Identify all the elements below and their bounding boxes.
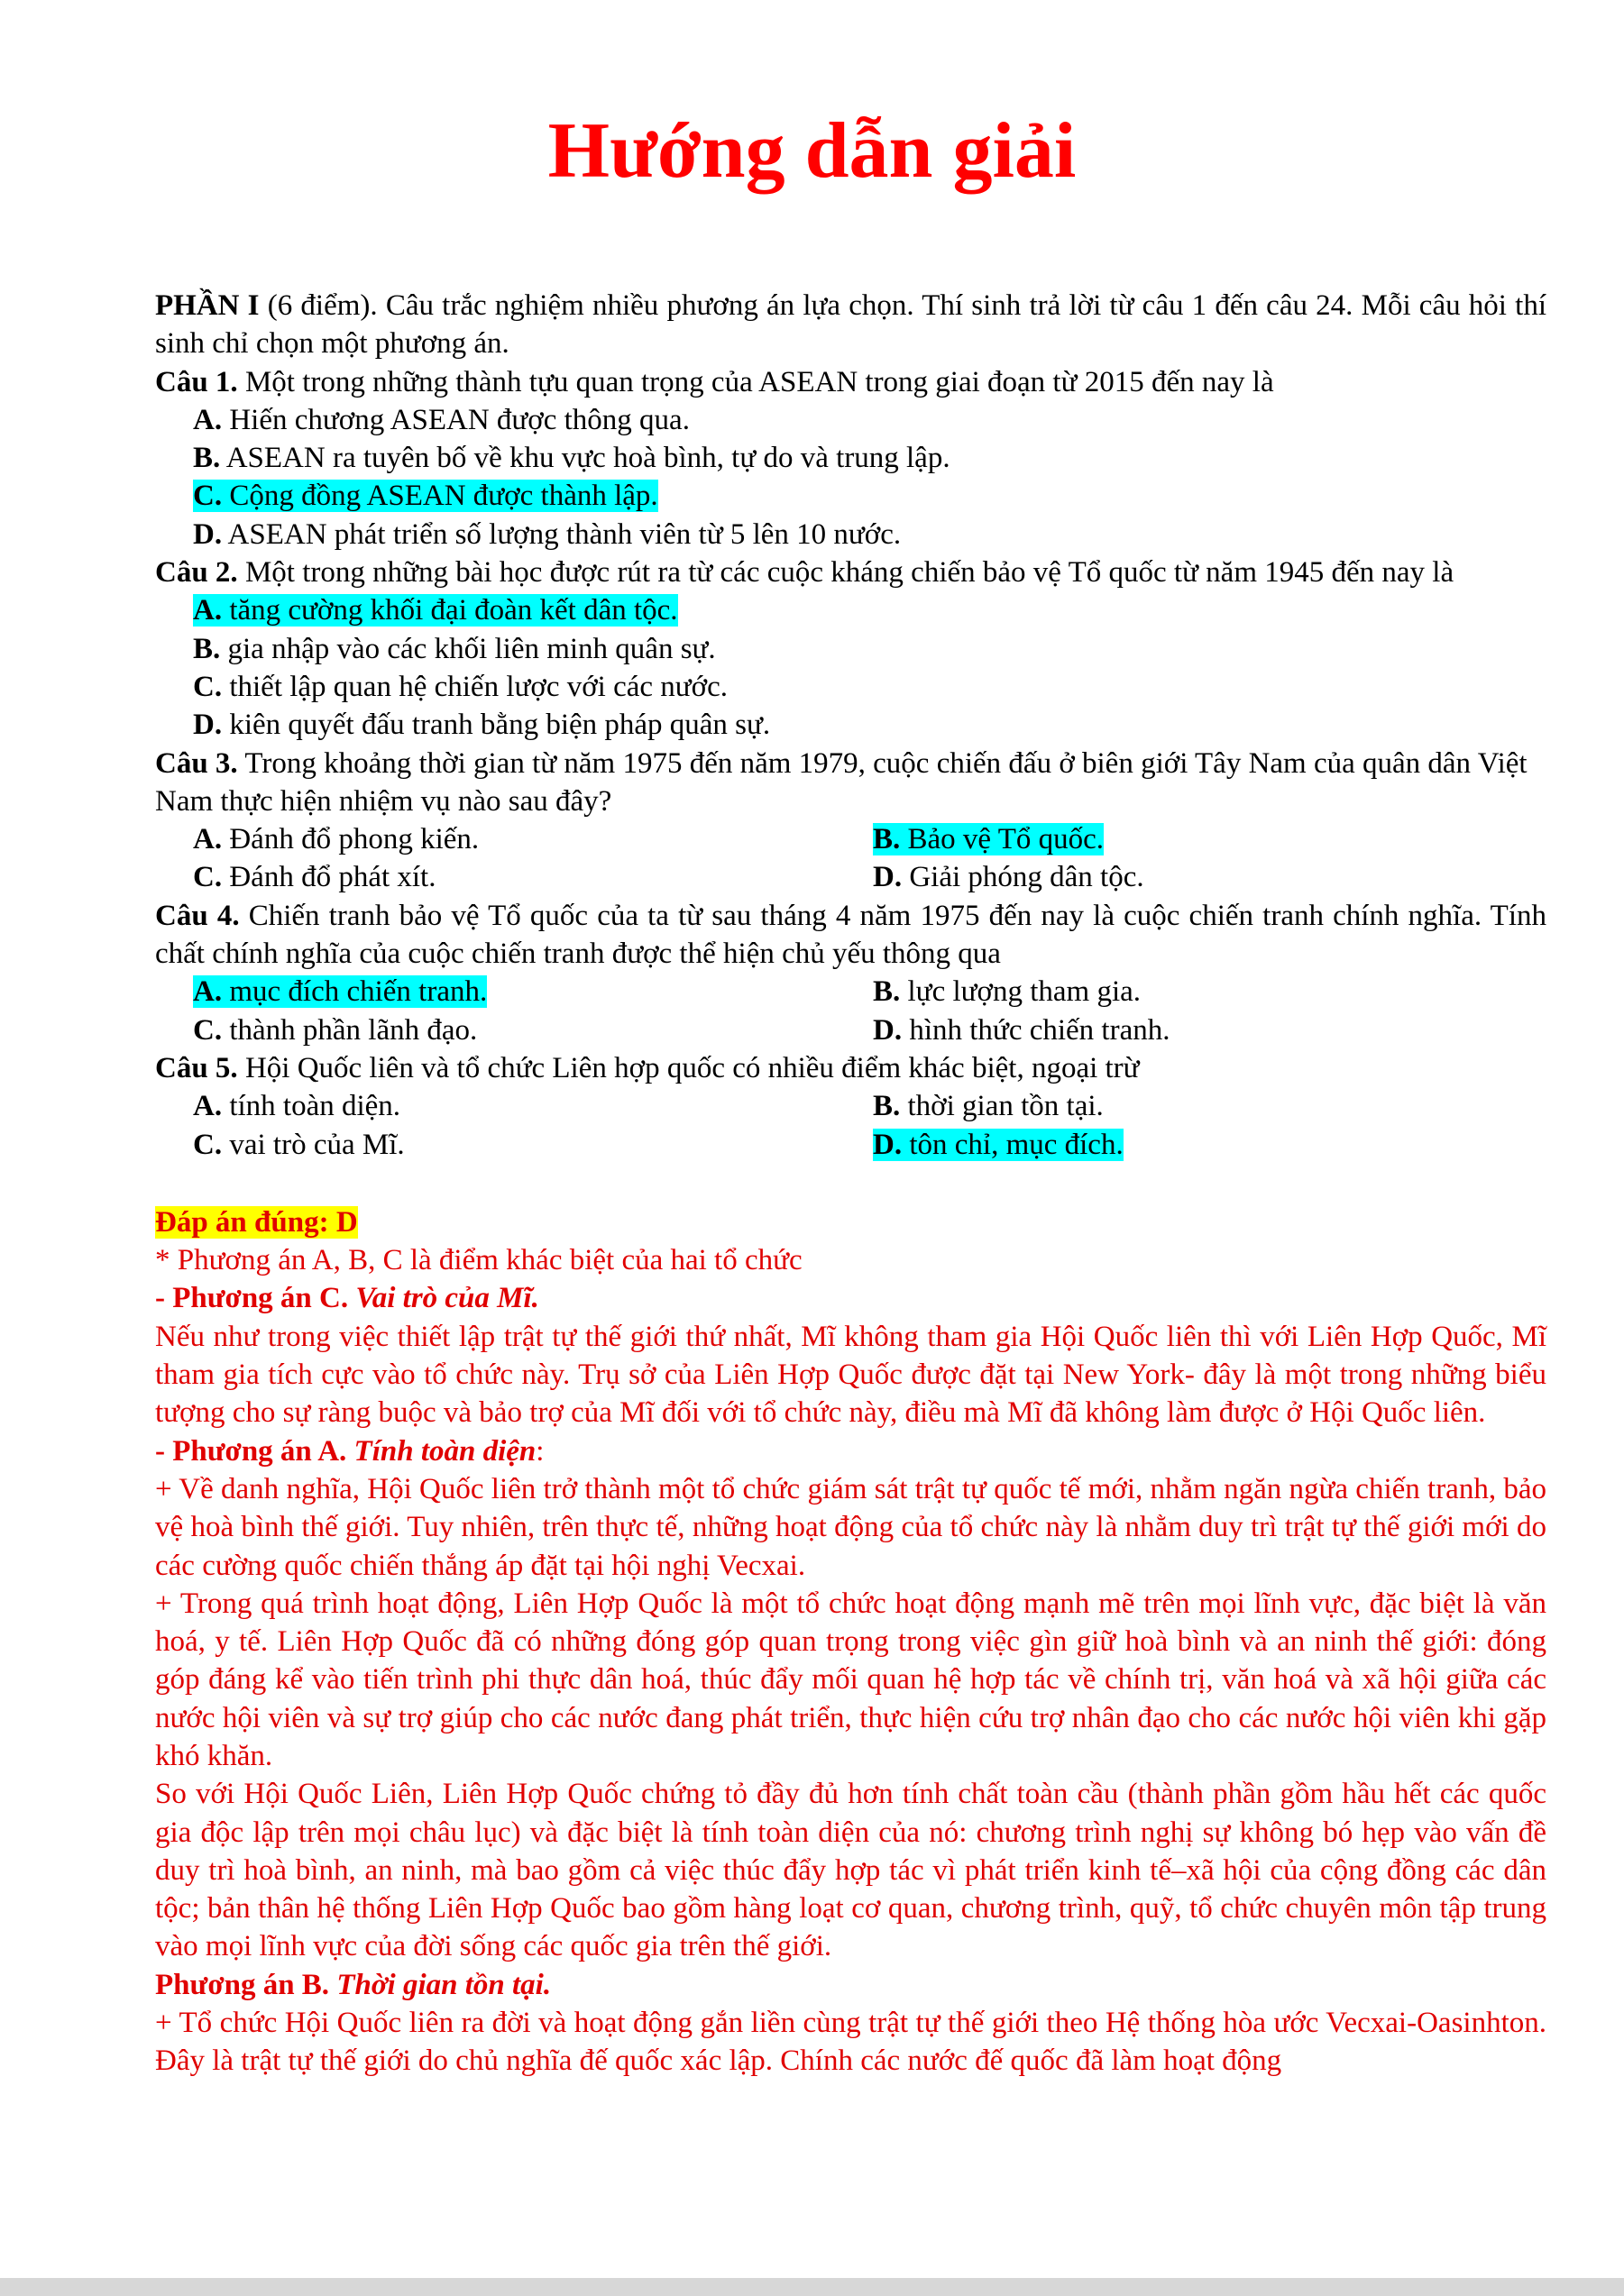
option-a-paragraph-2: + Trong quá trình hoạt động, Liên Hợp Quốc là một tổ chức hoạt động mạnh mẽ trên mọi lĩnh vực, đặc biệt là văn hoá, y tế. Liên Hợp Quốc đã có những đóng góp quan trọng trong việc gìn giữ hoà bình và an ninh thế giới: đóng góp đáng kể vào tiến trình phi thực dân hoá, thúc đẩy mối quan hệ hợp tác về chính trị, văn hoá và xã hội giữa các nước hội viên và sự trợ giúp cho các nước đang phát triển, thực hiện cứu trợ nhân đạo cho các nước hội viên khi gặp khó khăn. (155, 1587, 1546, 1772)
option-letter: A. (193, 1090, 223, 1123)
option-text: thiết lập quan hệ chiến lược với các nước. (222, 670, 729, 703)
question-text: Một trong những thành tựu quan trọng của ASEAN trong giai đoạn từ 2015 đến nay là (237, 365, 1274, 398)
answer-highlight (193, 975, 487, 1008)
heading-prefix: - Phương án A. (155, 1434, 354, 1468)
heading-suffix: : (536, 1434, 545, 1468)
question-label: Câu 2. (155, 556, 238, 590)
option-a-paragraph-3: So với Hội Quốc Liên, Liên Hợp Quốc chứng tỏ đầy đủ hơn tính chất toàn cầu (thành phần gồm hầu hết các quốc gia độc lập trên mọi châu lục) và đặc biệt là tính toàn diện của nó: chương trình nghị sự không bó hẹp vào vấn đề duy trì hoà bình, an ninh, mà bao gồm cả việc thúc đẩy hợp tác vì phát triển kinh tế–xã hội của cộng đồng các dân tộc; bản thân hệ thống Liên Hợp Quốc bao gồm hàng loạt cơ quan, chương trình, quỹ, tổ chức chuyên môn tập trung vào mọi lĩnh vực của đời sống các quốc gia trên thế giới. (155, 1778, 1546, 1963)
option-text: gia nhập vào các khối liên minh quân sự. (220, 632, 716, 665)
option-letter: A. (193, 823, 223, 856)
q3-option-d (873, 858, 1546, 896)
heading-italic: Tính toàn diện (353, 1434, 537, 1468)
option-b-paragraph-1: + Tổ chức Hội Quốc liên ra đời và hoạt động gắn liền cùng trật tự thế giới theo Hệ thống hòa ước Vecxai-Oasinhton. Đây là trật tự thế giới do chủ nghĩa đế quốc xác lập. Chính các nước đế quốc đã làm hoạt động (155, 2007, 1546, 2078)
option-letter: C. (193, 1128, 223, 1161)
part-intro (155, 287, 1546, 363)
option-text: mục đích chiến tranh. (222, 975, 488, 1009)
correct-answer-badge: Đáp án đúng: D (155, 1205, 358, 1239)
q1-option-c-correct (155, 477, 1546, 515)
option-letter: D. (193, 517, 223, 551)
option-letter: B. (873, 975, 901, 1009)
option-text: Hiến chương ASEAN được thông qua. (222, 403, 690, 436)
q3-option-b-correct (873, 820, 1546, 858)
option-text: lực lượng tham gia. (900, 975, 1142, 1009)
q4-option-a-correct (155, 973, 873, 1011)
option-letter: C. (193, 480, 223, 513)
option-letter: B. (873, 823, 901, 856)
q2-option-c (155, 668, 1546, 706)
document-body (155, 287, 1546, 2081)
q4-option-d (873, 1011, 1546, 1049)
option-a-paragraph-1: + Về danh nghĩa, Hội Quốc liên trở thành một tổ chức giám sát trật tự quốc tế mới, nhằm ngăn ngừa chiến tranh, bảo vệ hoà bình thế giới. Tuy nhiên, trên thực tế, những hoạt động của tổ chức này là nhằm duy trì trật tự thế giới mới do các cường quốc chiến thắng áp đặt tại hội nghị Vecxai. (155, 1472, 1546, 1582)
option-letter: D. (873, 861, 903, 894)
q2-option-d (155, 706, 1546, 744)
page-bottom-edge (0, 2278, 1624, 2296)
option-text: thời gian tồn tại. (900, 1090, 1104, 1123)
question-label: Câu 3. (155, 746, 238, 780)
question-1-stem (155, 363, 1546, 401)
q1-option-b (155, 439, 1546, 477)
option-text: vai trò của Mĩ. (222, 1128, 405, 1161)
q5-options-row-1 (155, 1087, 1546, 1125)
option-text: Đánh đổ phát xít. (222, 861, 436, 894)
heading-prefix: Phương án B. (155, 1968, 337, 2001)
option-letter: B. (873, 1090, 901, 1123)
q2-option-a-correct (155, 591, 1546, 629)
page-title: Hướng dẫn giải (547, 107, 1077, 195)
question-label: Câu 1. (155, 365, 238, 398)
question-text: Một trong những bài học được rút ra từ các cuộc kháng chiến bảo vệ Tổ quốc từ năm 1945 đến nay là (237, 556, 1454, 590)
option-c-body: Nếu như trong việc thiết lập trật tự thế giới thứ nhất, Mĩ không tham gia Hội Quốc liên thì với Liên Hợp Quốc, Mĩ tham gia tích cực vào tổ chức này. Trụ sở của Liên Hợp Quốc được đặt tại New York- đây là một trong những biểu tượng cho sự ràng buộc và bảo trợ của Mĩ đối với tổ chức này, điều mà Mĩ đã không làm được ở Hội Quốc liên. (155, 1320, 1546, 1430)
answer-line (155, 1203, 1546, 1241)
answer-highlight (193, 480, 658, 512)
option-text: tính toàn diện. (222, 1090, 401, 1123)
q4-options-row-1 (155, 973, 1546, 1011)
q5-option-c (155, 1126, 873, 1164)
option-text: Giải phóng dân tộc. (902, 861, 1144, 894)
answer-highlight (873, 1129, 1124, 1161)
option-letter: D. (873, 1128, 903, 1161)
spacer (155, 1164, 1546, 1203)
explanation-intro: * Phương án A, B, C là điểm khác biệt của hai tổ chức (155, 1244, 803, 1277)
option-letter: D. (193, 709, 223, 742)
q1-option-d (155, 516, 1546, 553)
q5-option-b (873, 1087, 1546, 1125)
q5-options-row-2 (155, 1126, 1546, 1164)
q4-option-b (873, 973, 1546, 1011)
option-c-heading (155, 1279, 1546, 1317)
option-text: tôn chỉ, mục đích. (902, 1128, 1124, 1161)
option-text: ASEAN phát triển số lượng thành viên từ 5 lên 10 nước. (222, 517, 902, 551)
heading-italic: Thời gian tồn tại. (336, 1968, 552, 2001)
option-text: tăng cường khối đại đoàn kết dân tộc. (222, 594, 678, 627)
option-letter: C. (193, 1013, 223, 1047)
question-label: Câu 4. (155, 899, 240, 932)
q3-option-c (155, 858, 873, 896)
q1-option-a (155, 401, 1546, 439)
question-2-stem (155, 553, 1546, 591)
question-text: Chiến tranh bảo vệ Tổ quốc của ta từ sau tháng 4 năm 1975 đến nay là cuộc chiến tranh chính nghĩa. Tính chất chính nghĩa của cuộc chiến tranh được thể hiện chủ yếu thông qua (155, 899, 1546, 971)
heading-prefix: - Phương án C. (155, 1282, 356, 1315)
option-text: Bảo vệ Tổ quốc. (900, 823, 1105, 856)
q5-option-a (155, 1087, 873, 1125)
q4-option-c (155, 1011, 873, 1049)
question-3-stem (155, 745, 1546, 821)
heading-italic: Vai trò của Mĩ. (355, 1282, 539, 1315)
option-letter: A. (193, 403, 223, 436)
option-letter: C. (193, 670, 223, 703)
q3-option-a (155, 820, 873, 858)
option-text: kiên quyết đấu tranh bằng biện pháp quân sự. (222, 709, 771, 742)
option-letter: A. (193, 975, 223, 1009)
option-letter: B. (193, 632, 221, 665)
part-text: (6 điểm). Câu trắc nghiệm nhiều phương án lựa chọn. Thí sinh trả lời từ câu 1 đến câu 24. Mỗi câu hỏi thí sinh chỉ chọn một phương án. (155, 289, 1546, 361)
option-text: thành phần lãnh đạo. (222, 1013, 478, 1047)
answer-highlight (193, 594, 678, 627)
option-letter: D. (873, 1013, 903, 1047)
question-4-stem (155, 897, 1546, 974)
question-text: Hội Quốc liên và tổ chức Liên hợp quốc có nhiều điểm khác biệt, ngoại trừ (237, 1051, 1140, 1084)
q2-option-b (155, 630, 1546, 668)
q4-options-row-2 (155, 1011, 1546, 1049)
option-text: Đánh đổ phong kiến. (222, 823, 480, 856)
question-label: Câu 5. (155, 1051, 238, 1084)
answer-highlight (873, 823, 1104, 855)
question-text: Trong khoảng thời gian từ năm 1975 đến năm 1979, cuộc chiến đấu ở biên giới Tây Nam của quân dân Việt Nam thực hiện nhiệm vụ nào sau đây? (155, 746, 1528, 818)
option-letter: C. (193, 861, 223, 894)
q3-options-row-1 (155, 820, 1546, 858)
option-text: hình thức chiến tranh. (902, 1013, 1170, 1047)
q3-options-row-2 (155, 858, 1546, 896)
option-text: ASEAN ra tuyên bố về khu vực hoà bình, tự do và trung lập. (220, 442, 950, 475)
q5-option-d-correct (873, 1126, 1546, 1164)
question-5-stem (155, 1049, 1546, 1087)
option-text: Cộng đồng ASEAN được thành lập. (222, 480, 658, 513)
option-a-heading (155, 1432, 1546, 1470)
option-letter: A. (193, 594, 223, 627)
option-letter: B. (193, 442, 221, 475)
part-heading: PHẦN I (155, 289, 260, 322)
option-b-heading (155, 1966, 1546, 2004)
